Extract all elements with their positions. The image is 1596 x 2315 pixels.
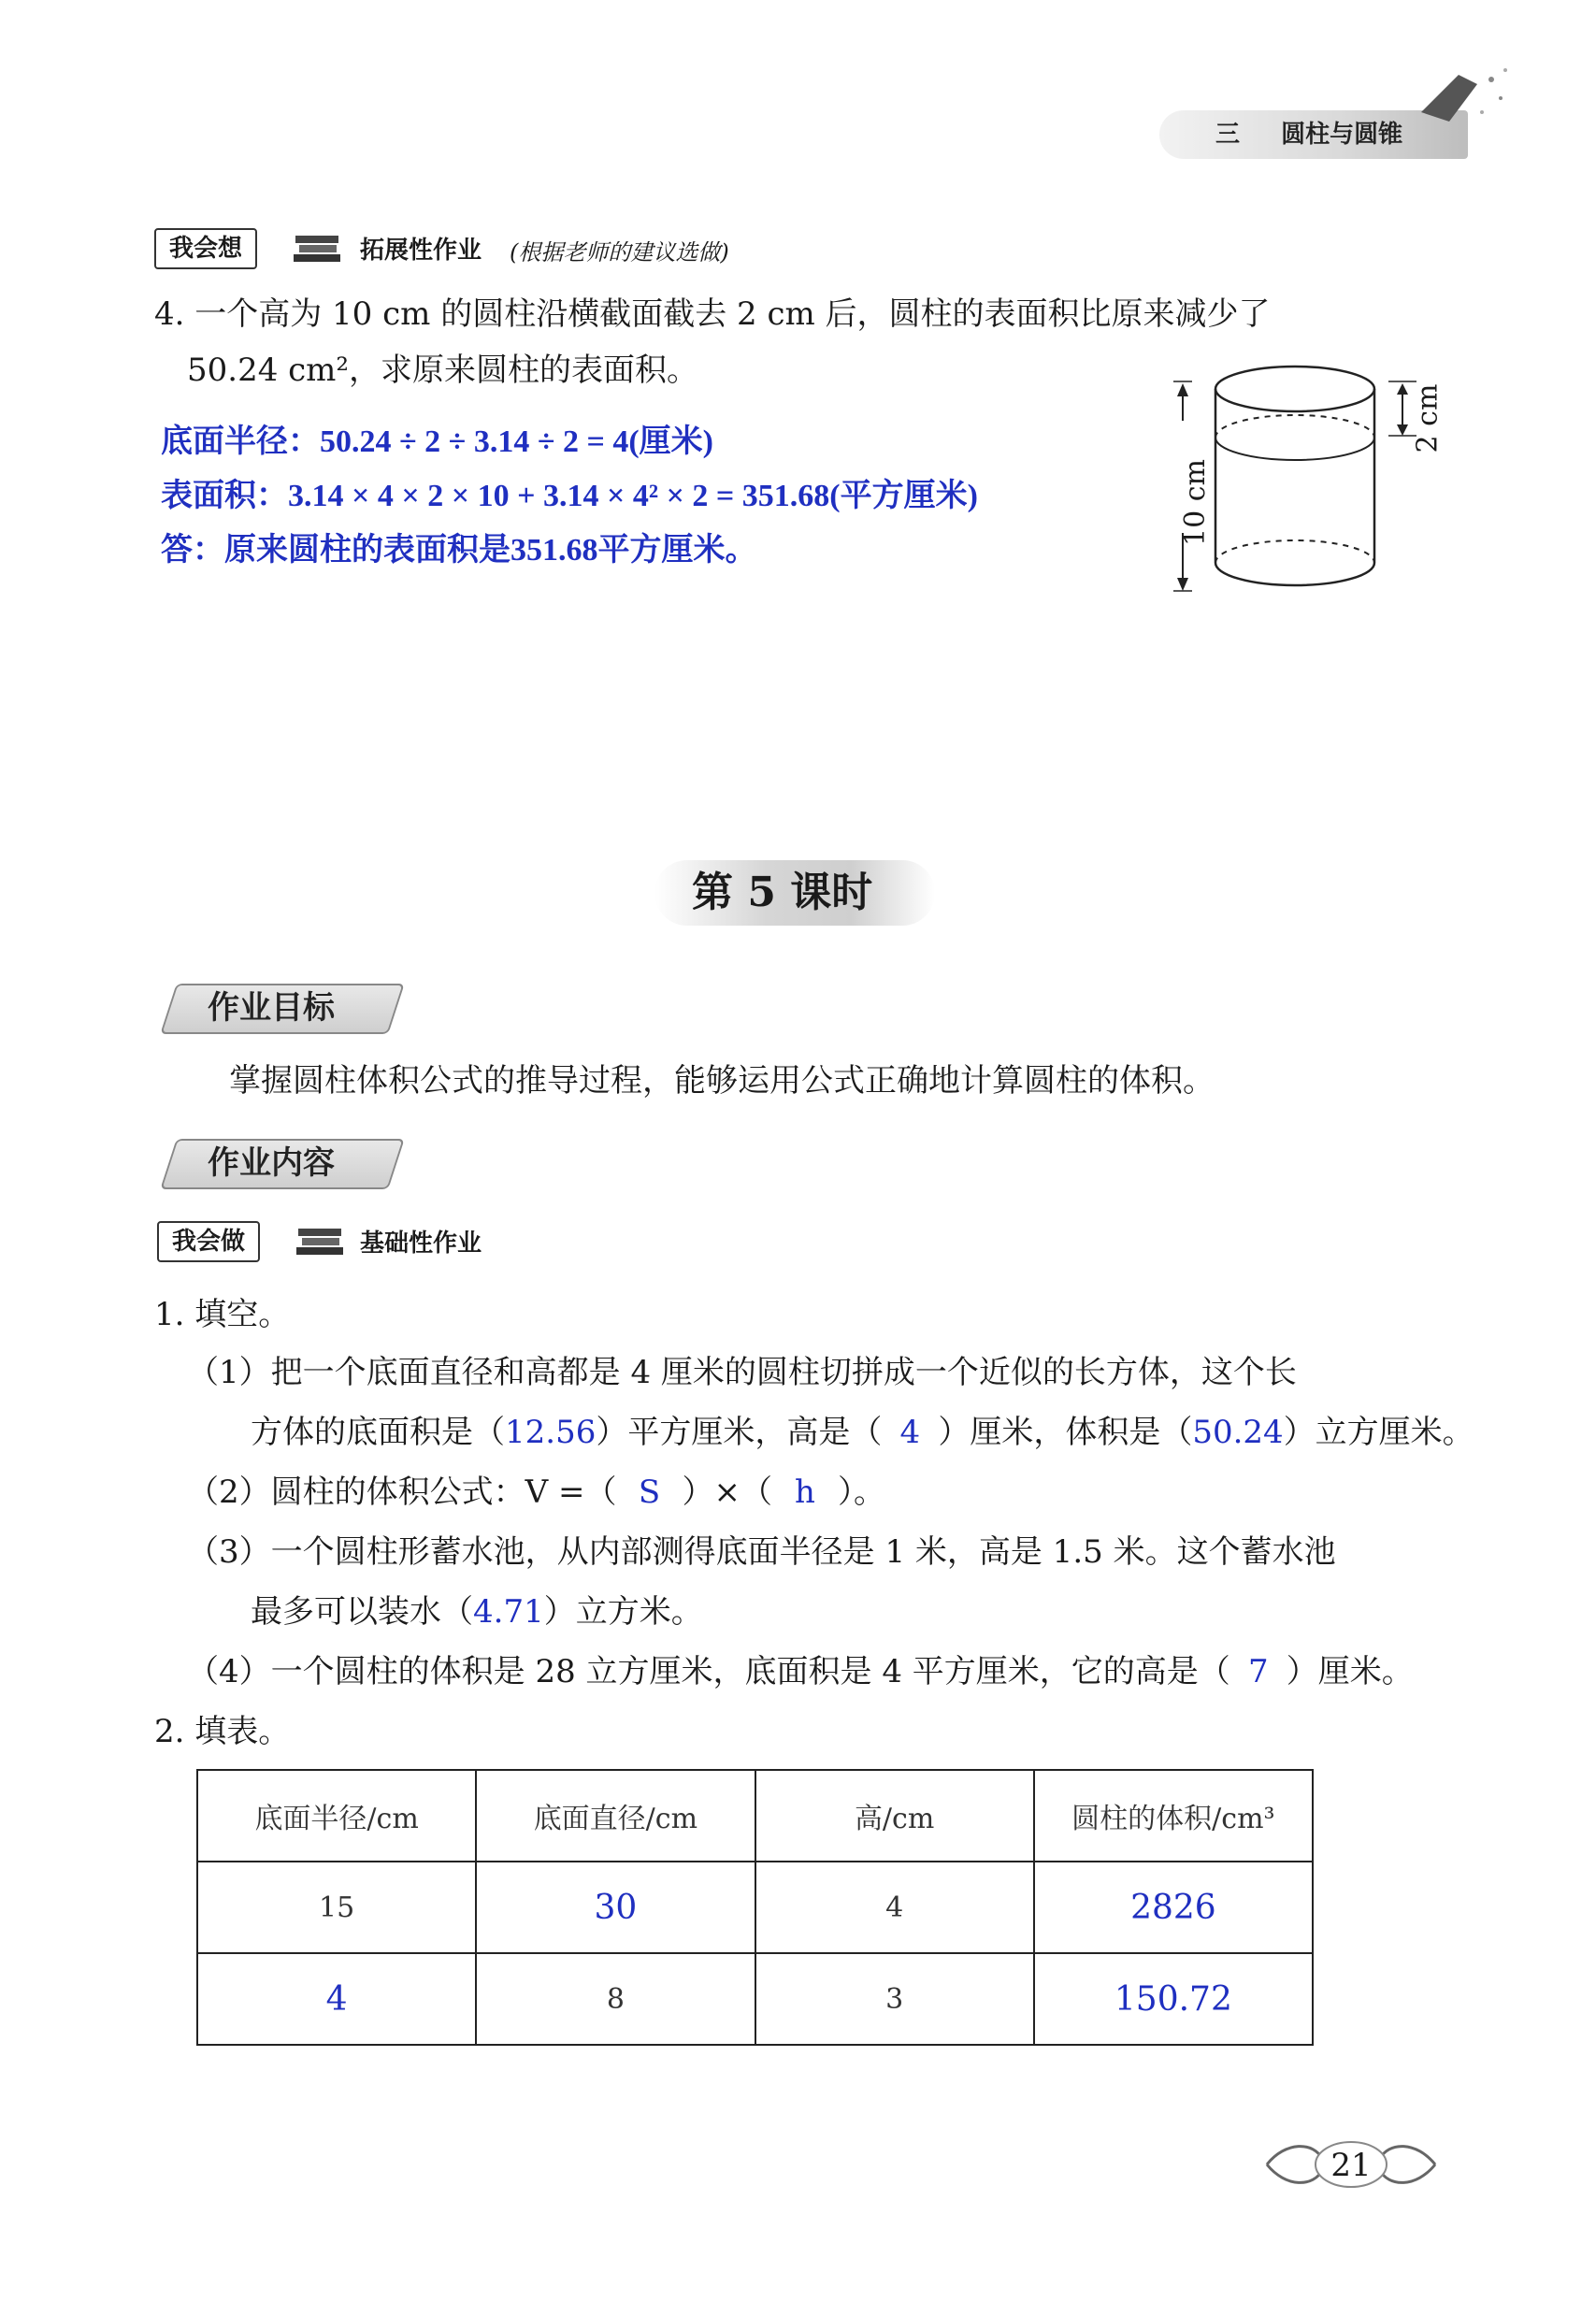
table-cell: 4 (755, 1862, 1034, 1953)
q1-p2-text-c: ）。 (837, 1474, 885, 1511)
table-header-cell: 圆柱的体积/cm³ (1034, 1770, 1313, 1862)
think-note: (根据老师的建议选做) (510, 239, 729, 266)
do-title: 基础性作业 (360, 1229, 482, 1258)
table-row (197, 1953, 1313, 2045)
q1-p1-answer1: 12.56 (505, 1414, 597, 1451)
q1-p1-line1: （1）把一个底面直径和高都是 4 厘米的圆柱切拼成一个近似的长方体，这个长 (187, 1354, 1297, 1391)
q1-p1-text-d: ）立方厘米。 (1283, 1414, 1474, 1451)
table-cell: 15 (197, 1862, 476, 1953)
q2-title: 2. 填表。 (154, 1713, 291, 1750)
answer-line3: 答：原来圆柱的表面积是351.68平方厘米。 (161, 533, 757, 568)
table-header-cell: 高/cm (755, 1770, 1034, 1862)
q1-p4 (187, 1649, 1414, 1694)
q1-p3-answer: 4.71 (473, 1593, 544, 1631)
q1-p1-answer3: 50.24 (1192, 1414, 1284, 1451)
q1-p1-text-a: 方体的底面积是（ (251, 1414, 505, 1451)
answer-line1: 底面半径：50.24 ÷ 2 ÷ 3.14 ÷ 2 = 4(厘米) (161, 424, 713, 459)
table-row (197, 1862, 1313, 1953)
books-icon (295, 1223, 347, 1260)
chapter-title: 圆柱与圆锥 (1281, 121, 1403, 149)
volume-table (196, 1769, 1314, 2046)
q1-p1-text-b: ）平方厘米，高是（ (596, 1414, 883, 1451)
table-header-cell: 底面直径/cm (476, 1770, 755, 1862)
goal-heading: 作业目标 (208, 989, 335, 1027)
think-title: 拓展性作业 (360, 237, 482, 265)
q1-p2 (187, 1470, 885, 1515)
cut-label: 2 cm (1411, 383, 1445, 453)
q1-p3-line1: （3）一个圆柱形蓄水池，从内部测得底面半径是 1 米，高是 1.5 米。这个蓄水池 (187, 1533, 1336, 1571)
q1-p1-line2 (251, 1410, 1474, 1455)
q1-p3-text-b: ）立方米。 (543, 1593, 703, 1631)
table-cell-answer: 4 (197, 1953, 476, 2045)
books-icon (292, 230, 344, 267)
table-cell-answer: 2826 (1034, 1862, 1313, 1953)
table-cell: 3 (755, 1953, 1034, 2045)
height-label: 10 cm (1178, 459, 1212, 546)
q1-title: 1. 填空。 (154, 1296, 291, 1333)
table-header-row (197, 1770, 1313, 1862)
q1-p3-line2 (251, 1589, 703, 1634)
q1-p2-answer2: h (795, 1474, 815, 1511)
chapter-number: 三 (1215, 121, 1241, 149)
answer-line2: 表面积：3.14 × 4 × 2 × 10 + 3.14 × 4² × 2 = 351.68(平方厘米) (161, 479, 978, 513)
do-tag: 我会做 (157, 1221, 260, 1262)
q1-p4-text-a: （4）一个圆柱的体积是 28 立方厘米，底面积是 4 平方厘米，它的高是（ (187, 1653, 1230, 1690)
problem4-line2: 50.24 cm²，求原来圆柱的表面积。 (187, 352, 699, 389)
chapter-heading (1215, 114, 1402, 155)
q1-p1-text-c: ）厘米，体积是（ (938, 1414, 1193, 1451)
goal-text: 掌握圆柱体积公式的推导过程，能够运用公式正确地计算圆柱的体积。 (229, 1062, 1215, 1100)
table-header-cell: 底面半径/cm (197, 1770, 476, 1862)
q1-p4-text-b: ）厘米。 (1286, 1653, 1414, 1690)
problem4-line1: 4. 一个高为 10 cm 的圆柱沿横截面截去 2 cm 后，圆柱的表面积比原来减少了 (154, 295, 1271, 333)
page-number: 21 (1330, 2147, 1372, 2184)
q1-p4-answer: 7 (1247, 1653, 1269, 1690)
lesson-title: 第 5 课时 (692, 869, 873, 916)
table-cell-answer: 30 (476, 1862, 755, 1953)
q1-p2-text-a: （2）圆柱的体积公式：V =（ (187, 1474, 617, 1511)
decoration-icon (1402, 56, 1515, 140)
q1-p1-answer2: 4 (899, 1414, 921, 1451)
table-cell-answer: 150.72 (1034, 1953, 1313, 2045)
q1-p2-text-b: ）×（ (682, 1474, 772, 1511)
q1-p3-text-a: 最多可以装水（ (251, 1593, 473, 1631)
table-cell: 8 (476, 1953, 755, 2045)
think-tag: 我会想 (154, 228, 257, 269)
q1-p2-answer1: S (638, 1474, 661, 1511)
content-heading: 作业内容 (208, 1144, 335, 1182)
